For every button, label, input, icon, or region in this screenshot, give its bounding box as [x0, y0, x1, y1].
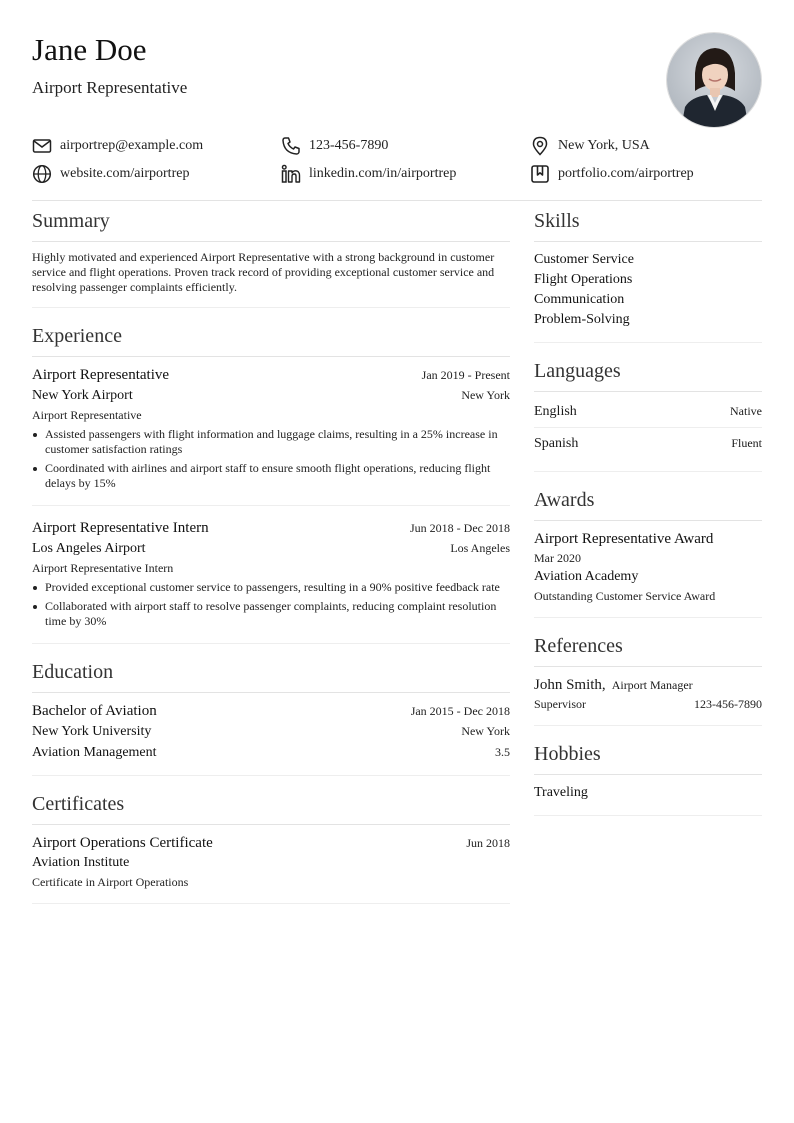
- language-level: Fluent: [731, 436, 762, 450]
- reference-phone: 123-456-7890: [694, 697, 762, 711]
- contact-website[interactable]: [32, 163, 189, 185]
- job-location: Los Angeles: [450, 541, 510, 555]
- awards-section: [534, 484, 762, 618]
- right-column: [534, 205, 762, 828]
- hobbies-section: [534, 738, 762, 816]
- job-role: Airport Representative: [32, 408, 142, 422]
- education-field: Aviation Management: [32, 745, 157, 760]
- hobbies-heading: Hobbies: [534, 738, 762, 775]
- profile-photo: [666, 32, 762, 128]
- certificate-issuer: Aviation Institute: [32, 855, 130, 870]
- skill-item: Flight Operations: [534, 272, 633, 287]
- job-bullets: [32, 580, 510, 629]
- job-bullet: Collaborated with airport staff to resolve passenger complaints, reducing complaint resolution time by 30%: [32, 599, 510, 629]
- skill-item: Problem-Solving: [534, 312, 630, 327]
- certificates-section: [32, 788, 510, 904]
- contact-email-text: airportrep@example.com: [60, 138, 204, 153]
- job-date: Jun 2018 - Dec 2018: [410, 521, 510, 535]
- contact-portfolio-text: portfolio.com/airportrep: [558, 166, 694, 181]
- award-description: Outstanding Customer Service Award: [534, 589, 716, 603]
- education-gpa: 3.5: [495, 745, 510, 759]
- language-name: Spanish: [534, 436, 579, 451]
- certificate-name: Airport Operations Certificate: [32, 835, 213, 851]
- contact-email[interactable]: [32, 135, 203, 157]
- job-title: Airport Representative Intern: [32, 520, 209, 536]
- candidate-name: Jane Doe: [32, 32, 147, 67]
- reference-relation: Supervisor: [534, 697, 586, 711]
- phone-icon: [281, 136, 301, 156]
- contact-portfolio[interactable]: [530, 163, 694, 185]
- left-column: [32, 205, 510, 916]
- job-bullets: [32, 427, 510, 491]
- contact-linkedin[interactable]: [281, 163, 456, 185]
- hobby-item: Traveling: [534, 785, 588, 800]
- job-role: Airport Representative Intern: [32, 561, 174, 575]
- certificate-description: Certificate in Airport Operations: [32, 875, 189, 889]
- education-school: New York University: [32, 724, 152, 739]
- award-title: Airport Representative Award: [534, 531, 714, 547]
- job-bullet: Coordinated with airlines and airport staff to ensure smooth flight operations, reducing flight delays by 15%: [32, 461, 510, 491]
- experience-item: [32, 365, 510, 505]
- location-pin-icon: [530, 136, 550, 156]
- reference-position: Airport Manager: [611, 678, 693, 692]
- references-section: [534, 630, 762, 726]
- skill-item: Communication: [534, 292, 625, 307]
- languages-heading: Languages: [534, 355, 762, 392]
- skills-heading: Skills: [534, 205, 762, 242]
- certificate-date: Jun 2018: [466, 836, 510, 850]
- job-bullet: Provided exceptional customer service to passengers, resulting in a 90% positive feedback rate: [32, 580, 510, 595]
- education-date: Jan 2015 - Dec 2018: [410, 704, 510, 718]
- skills-section: [534, 205, 762, 343]
- contact-phone[interactable]: [281, 135, 388, 157]
- contact-website-text: website.com/airportrep: [60, 166, 190, 181]
- summary-text: Highly motivated and experienced Airport Representative with a strong background in customer service and flight operations. Proven track record of providing exceptional customer service and resolving passenger complaints efficiently.: [32, 250, 495, 294]
- award-issuer: Aviation Academy: [534, 569, 639, 584]
- award-date: Mar 2020: [534, 551, 581, 565]
- job-location: New York: [461, 388, 510, 402]
- contact-location-text: New York, USA: [558, 138, 650, 153]
- job-company: Los Angeles Airport: [32, 541, 146, 556]
- education-heading: Education: [32, 656, 510, 693]
- experience-section: [32, 320, 510, 644]
- job-company: New York Airport: [32, 388, 133, 403]
- globe-icon: [32, 164, 52, 184]
- linkedin-icon: [281, 164, 301, 184]
- profile-photo-image: [667, 33, 762, 128]
- mail-icon: [32, 136, 52, 156]
- experience-heading: Experience: [32, 320, 510, 357]
- summary-heading: Summary: [32, 205, 510, 242]
- contact-linkedin-text: linkedin.com/in/airportrep: [309, 166, 457, 181]
- language-item: [534, 400, 762, 427]
- certificates-heading: Certificates: [32, 788, 510, 825]
- contact-location: [530, 135, 650, 157]
- reference-name: John Smith,: [534, 677, 606, 693]
- job-date: Jan 2019 - Present: [421, 368, 510, 382]
- resume-page: [32, 0, 762, 1123]
- education-location: New York: [461, 724, 510, 738]
- job-bullet: Assisted passengers with flight information and luggage claims, resulting in a 25% increase in customer satisfaction ratings: [32, 427, 510, 457]
- education-section: [32, 656, 510, 776]
- candidate-title: Airport Representative: [32, 78, 188, 97]
- experience-item: [32, 505, 510, 643]
- skill-item: Customer Service: [534, 252, 634, 267]
- language-name: English: [534, 404, 577, 419]
- job-title: Airport Representative: [32, 367, 170, 383]
- language-level: Native: [730, 404, 762, 418]
- portfolio-bookmark-icon: [530, 164, 550, 184]
- language-item: [534, 427, 762, 459]
- summary-section: [32, 205, 510, 308]
- languages-section: [534, 355, 762, 472]
- references-heading: References: [534, 630, 762, 667]
- header-divider: [32, 200, 762, 201]
- contact-phone-text: 123-456-7890: [309, 138, 389, 153]
- awards-heading: Awards: [534, 484, 762, 521]
- education-degree: Bachelor of Aviation: [32, 703, 157, 719]
